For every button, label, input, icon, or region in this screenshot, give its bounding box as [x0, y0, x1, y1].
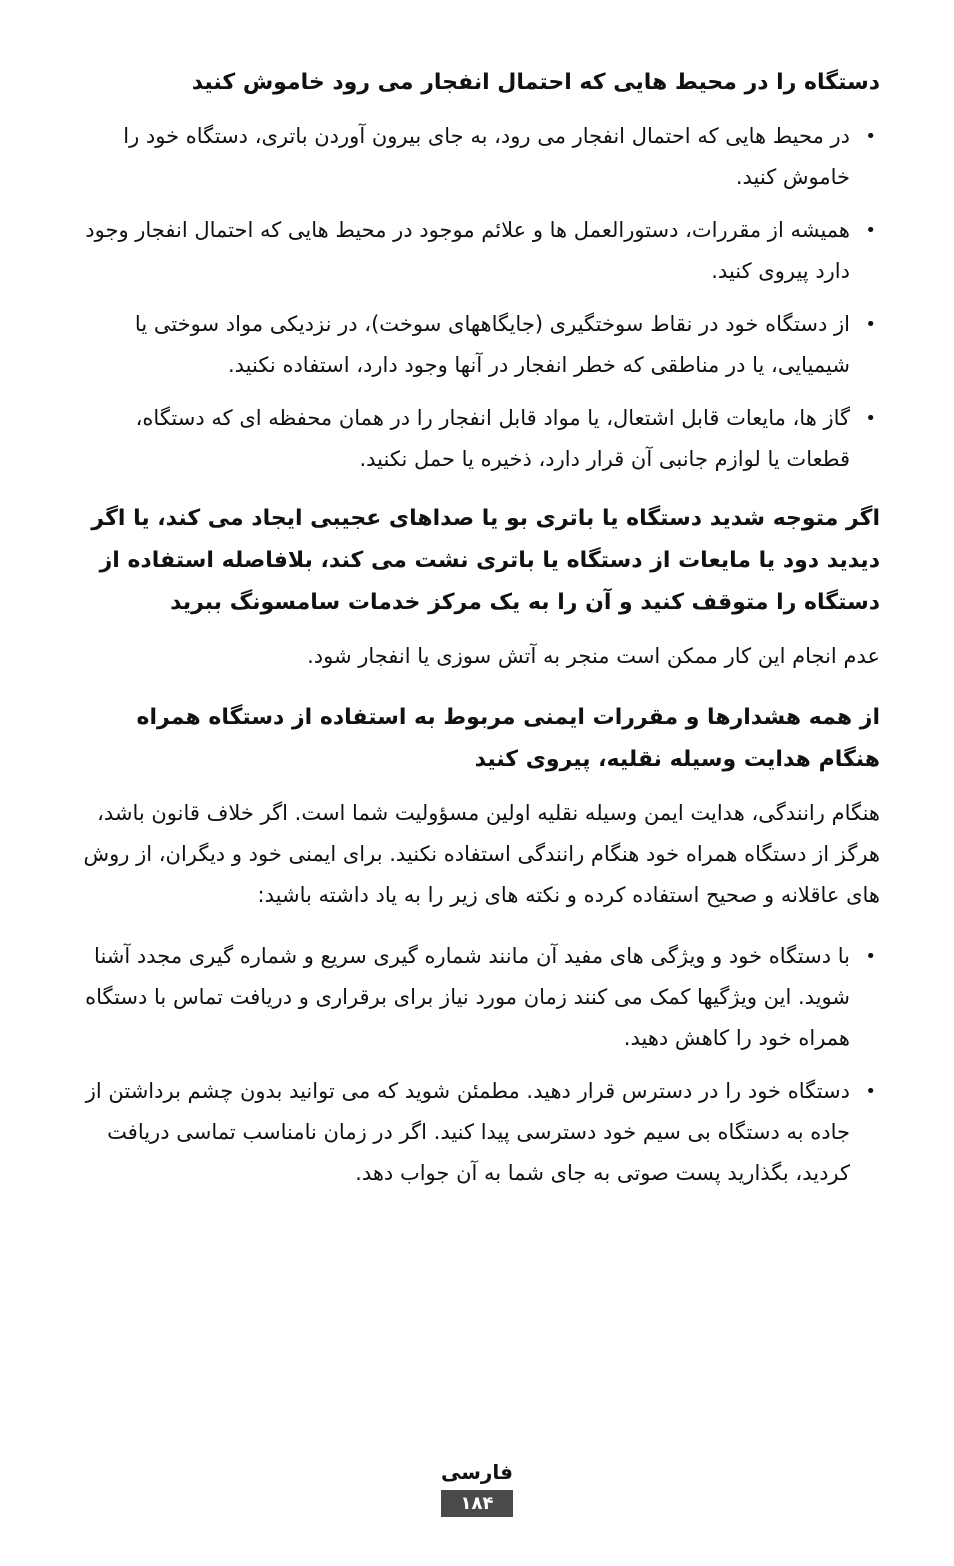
bullet-icon: • — [865, 126, 876, 147]
footer-language: فارسی — [440, 1460, 514, 1484]
list-item: • با دستگاه خود و ویژگی های مفید آن مانند شماره گیری سریع و شماره گیری مجدد آشنا شوید. این ویژگیها کمک می کنند زمان مورد نیاز برای برقراری و دریافت تماس با دستگاه همراه خود را کاهش دهید. — [70, 936, 880, 1059]
list-item: • در محیط هایی که احتمال انفجار می رود، به جای بیرون آوردن باتری، دستگاه خود را خاموش کنید. — [70, 116, 880, 198]
section-body: هنگام رانندگی، هدایت ایمن وسیله نقلیه اولین مسؤولیت شما است. اگر خلاف قانون باشد، هرگز از دستگاه همراه خود هنگام رانندگی استفاده نکنید. برای ایمنی خود و دیگران، از روش های عاقلانه و صحیح استفاده کرده و نکته های زیر را به یاد داشته باشید: — [83, 801, 880, 907]
section-heading: از همه هشدارها و مقررات ایمنی مربوط به استفاده از دستگاه همراه هنگام هدایت وسیله نقلیه، پیروی کنید — [136, 705, 880, 772]
bullet-icon: • — [865, 314, 876, 335]
section-driving-safety — [70, 697, 880, 1194]
list-item: • گاز ها، مایعات قابل اشتعال، یا مواد قابل انفجار را در همان محفظه ای که دستگاه، قطعات یا لوازم جانبی آن قرار دارد، ذخیره یا حمل نکنید. — [70, 398, 880, 480]
page-content — [70, 62, 880, 1212]
bullet-list — [70, 936, 880, 1194]
bullet-icon: • — [865, 408, 876, 429]
bullet-icon: • — [865, 220, 876, 241]
bullet-icon: • — [865, 946, 876, 967]
page-footer — [0, 1460, 954, 1517]
page-number-badge: ۱۸۴ — [441, 1490, 514, 1517]
section-explosive-areas — [70, 62, 880, 480]
section-battery-warning — [70, 498, 880, 677]
list-item: • از دستگاه خود در نقاط سوختگیری (جایگاههای سوخت)، در نزدیکی مواد سوختی یا شیمیایی، یا در مناطقی که خطر انفجار در آنها وجود دارد، استفاده نکنید. — [70, 304, 880, 386]
list-item: • همیشه از مقررات، دستورالعمل ها و علائم موجود در محیط هایی که احتمال انفجار وجود دارد پیروی کنید. — [70, 210, 880, 292]
bullet-list — [70, 116, 880, 480]
section-body: عدم انجام این کار ممکن است منجر به آتش سوزی یا انفجار شود. — [307, 644, 880, 668]
section-heading: دستگاه را در محیط هایی که احتمال انفجار می رود خاموش کنید — [191, 70, 880, 95]
section-heading: اگر متوجه شدید دستگاه یا باتری بو یا صداهای عجیبی ایجاد می کند، یا اگر دیدید دود یا مایعات از دستگاه یا باتری نشت می کند، بلافاصله استفاده از دستگاه را متوقف کنید و آن را به یک مرکز خدمات سامسونگ ببرید — [91, 506, 880, 615]
bullet-icon: • — [865, 1081, 876, 1102]
list-item: • دستگاه خود را در دسترس قرار دهید. مطمئن شوید که می توانید بدون چشم برداشتن از جاده به دستگاه بی سیم خود دسترسی پیدا کنید. اگر در زمان نامناسب تماسی دریافت کردید، بگذارید پست صوتی به جای شما به آن جواب دهد. — [70, 1071, 880, 1194]
